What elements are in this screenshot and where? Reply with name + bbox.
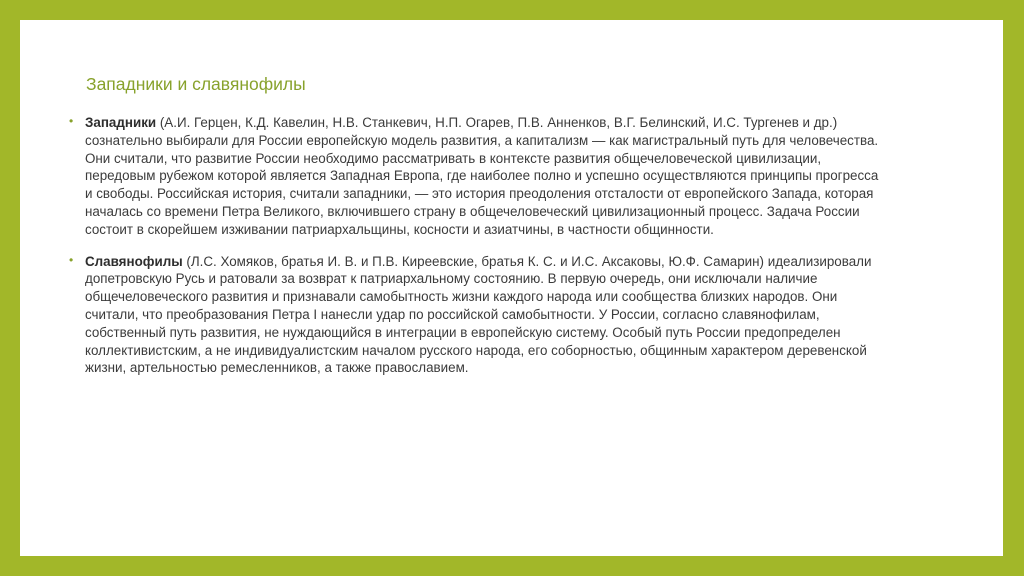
bullet-marker: • — [69, 114, 74, 128]
bullet-item-slavophiles — [67, 253, 887, 378]
slide-title: Западники и славянофилы — [86, 74, 306, 94]
bullet-list — [67, 114, 887, 391]
bullet-term-westernizers: Западники — [85, 115, 157, 130]
bullet-text-westernizers: (А.И. Герцен, К.Д. Кавелин, Н.В. Станкевич, Н.П. Огарев, П.В. Анненков, В.Г. Белинский, И.С. Тургенев и др.) сознательно выбирали для России европейскую модель развития, а капитализм — как магистральный путь для человечества. Они считали, что развитие России необходимо рассматривать в контексте развития общечеловеческой цивилизации, передовым рубежом которой является Западная Европа, где наиболее полно и успешно осуществляются принципы прогресса и свободы. Российская история, считали западники, — это история преодоления отсталости от европейского Запада, которая началась со времени Петра Великого, включившего страну в общечеловеческий цивилизационный процесс. Задача России состоит в скорейшем изживании патриархальщины, косности и азиатчины, в частности общинности. — [85, 115, 879, 237]
bullet-text-slavophiles: (Л.С. Хомяков, братья И. В. и П.В. Киреевские, братья К. С. и И.С. Аксаковы, Ю.Ф. Самарин) идеализировали допетровскую Русь и ратовали за возврат к патриархальному состоянию. В первую очередь, они исключали наличие общечеловеческого развития и признавали самобытность жизни каждого народа или сообщества близких народов. Они считали, что преобразования Петра I нанесли удар по российской самобытности. У России, согласно славянофилам, собственный путь развития, не нуждающийся в интеграции в европейскую систему. Особый путь России предопределен коллективистским, а не индивидуалистским началом русского народа, его соборностью, общинным характером деревенской жизни, артельностью ремесленников, а также православием. — [85, 253, 872, 376]
bullet-item-westernizers — [67, 114, 887, 239]
slide — [20, 20, 1003, 556]
bullet-term-slavophiles: Славянофилы — [85, 253, 183, 269]
bullet-marker: • — [69, 252, 74, 267]
